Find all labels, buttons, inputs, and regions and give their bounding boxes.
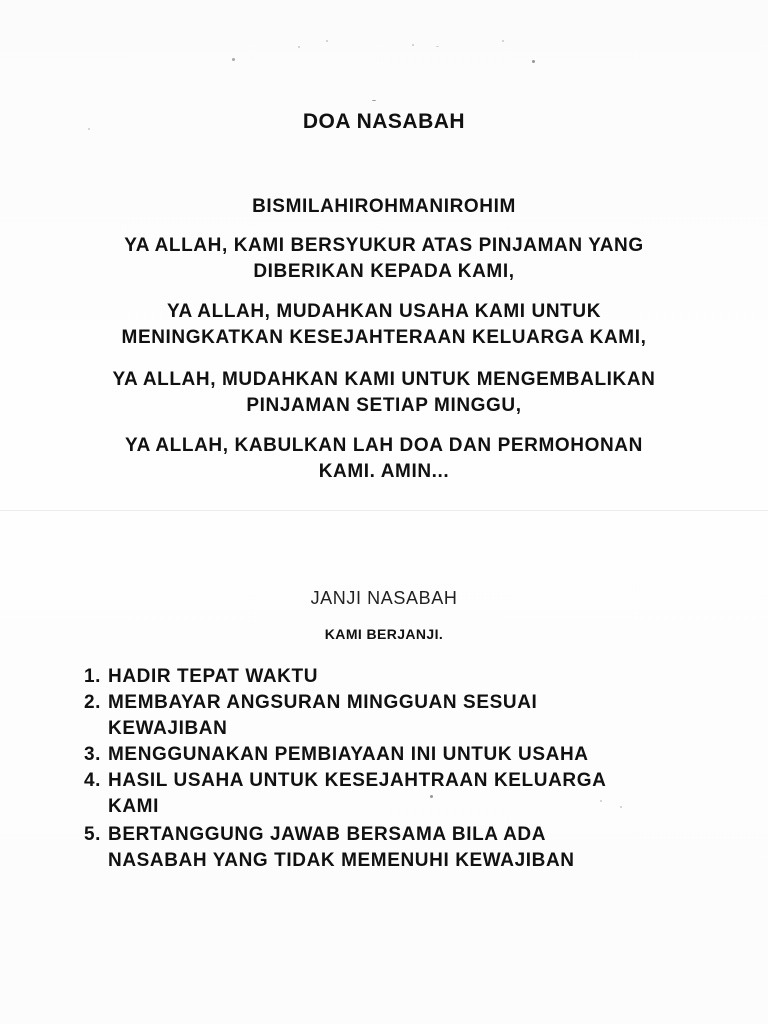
list-item	[84, 822, 684, 874]
doa-line: MENINGKATKAN KESEJAHTERAAN KELUARGA KAMI,	[121, 327, 647, 348]
doa-line: KAMI. AMIN...	[318, 461, 450, 482]
doa-line: YA ALLAH, KABULKAN LAH DOA DAN PERMOHONAN	[125, 435, 643, 456]
paper-fold-line	[0, 510, 768, 511]
scan-speck	[232, 58, 235, 61]
list-number: 4.	[84, 770, 102, 791]
list-text: HADIR TEPAT WAKTU	[108, 666, 319, 687]
list-text: MEMBAYAR ANGSURAN MINGGUAN SESUAI KEWAJIBAN	[108, 692, 538, 739]
doa-line: YA ALLAH, MUDAHKAN KAMI UNTUK MENGEMBALIKAN	[112, 369, 656, 390]
scan-speck	[298, 46, 300, 48]
list-text: BERTANGGUNG JAWAB BERSAMA BILA ADA NASABAH YANG TIDAK MEMENUHI KEWAJIBAN	[108, 824, 575, 871]
doa-line: PINJAMAN SETIAP MINGGU,	[246, 395, 522, 416]
list-number: 2.	[84, 692, 102, 713]
doa-line: YA ALLAH, KAMI BERSYUKUR ATAS PINJAMAN YANG	[124, 235, 644, 256]
scan-speck	[436, 46, 439, 47]
list-number: 3.	[84, 744, 102, 765]
scan-speck	[502, 40, 504, 42]
list-text: MENGGUNAKAN PEMBIAYAAN INI UNTUK USAHA	[108, 744, 589, 765]
janji-subtitle: KAMI BERJANJI.	[324, 626, 444, 642]
list-number: 1.	[84, 666, 102, 687]
list-item	[84, 664, 684, 690]
scan-speck	[532, 60, 535, 63]
doa-line-bismillah: BISMILAHIROHMANIROHIM	[252, 196, 516, 217]
scan-speck	[326, 40, 328, 42]
doa-title: DOA NASABAH	[302, 110, 466, 133]
janji-title: JANJI NASABAH	[310, 588, 458, 608]
janji-list	[84, 664, 684, 874]
scan-speck	[372, 100, 376, 101]
list-item	[84, 690, 684, 742]
scan-speck	[412, 44, 414, 46]
list-number: 5.	[84, 824, 102, 845]
list-item	[84, 768, 684, 820]
list-text: HASIL USAHA UNTUK KESEJAHTRAAN KELUARGA KAMI	[108, 770, 607, 817]
doa-line: YA ALLAH, MUDAHKAN USAHA KAMI UNTUK	[166, 301, 602, 322]
doa-line: DIBERIKAN KEPADA KAMI,	[253, 261, 515, 282]
list-item	[84, 742, 684, 768]
